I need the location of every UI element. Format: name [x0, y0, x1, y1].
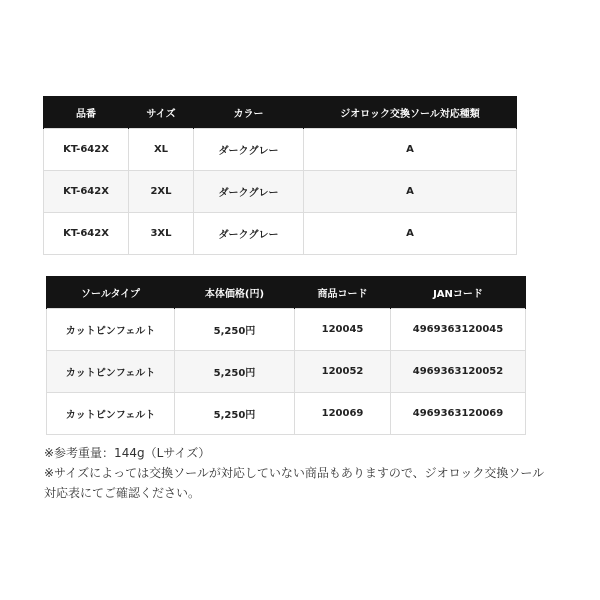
size-note-continued: 対応表にてご確認ください。: [44, 486, 201, 500]
weight-note: ※参考重量：144g（Lサイズ）: [44, 446, 211, 460]
spec-color: ダークグレー: [194, 129, 304, 171]
price-sole-type: カットピンフェルト: [47, 309, 175, 351]
notes: [44, 443, 574, 503]
price-value: 5,250円: [175, 351, 295, 393]
spec-sole-type: A: [304, 171, 517, 213]
price-product-code: 120052: [295, 351, 391, 393]
spec-size: 2XL: [129, 171, 194, 213]
price-sole-type: カットピンフェルト: [47, 351, 175, 393]
price-table: [46, 276, 526, 435]
table-row: [47, 393, 526, 435]
price-product-code: 120069: [295, 393, 391, 435]
price-header-price: 本体価格(円): [175, 276, 295, 309]
spec-part-number: KT-642X: [44, 171, 129, 213]
price-header-sole-type: ソールタイプ: [47, 276, 175, 309]
spec-color: ダークグレー: [194, 171, 304, 213]
price-jan-code: 4969363120052: [391, 351, 526, 393]
spec-part-number: KT-642X: [44, 213, 129, 255]
price-value: 5,250円: [175, 393, 295, 435]
table-row: [44, 129, 517, 171]
table-row: [47, 351, 526, 393]
table-row: [44, 171, 517, 213]
spec-header-part-number: 品番: [44, 96, 129, 129]
spec-size: XL: [129, 129, 194, 171]
price-sole-type: カットピンフェルト: [47, 393, 175, 435]
size-note: ※サイズによっては交換ソールが対応していない商品もありますので、ジオロック交換ソール: [44, 466, 545, 480]
price-jan-code: 4969363120045: [391, 309, 526, 351]
spec-part-number: KT-642X: [44, 129, 129, 171]
price-header-jan-code: JANコード: [391, 276, 526, 309]
price-header-product-code: 商品コード: [295, 276, 391, 309]
spec-color: ダークグレー: [194, 213, 304, 255]
spec-header-sole-type: ジオロック交換ソール対応種類: [304, 96, 517, 129]
price-value: 5,250円: [175, 309, 295, 351]
spec-size: 3XL: [129, 213, 194, 255]
spec-header-size: サイズ: [129, 96, 194, 129]
price-product-code: 120045: [295, 309, 391, 351]
price-header-row: [47, 276, 526, 309]
spec-header-row: [44, 96, 517, 129]
price-jan-code: 4969363120069: [391, 393, 526, 435]
spec-sole-type: A: [304, 213, 517, 255]
spec-header-color: カラー: [194, 96, 304, 129]
table-row: [44, 213, 517, 255]
spec-sole-type: A: [304, 129, 517, 171]
table-row: [47, 309, 526, 351]
spec-table: [43, 96, 517, 255]
